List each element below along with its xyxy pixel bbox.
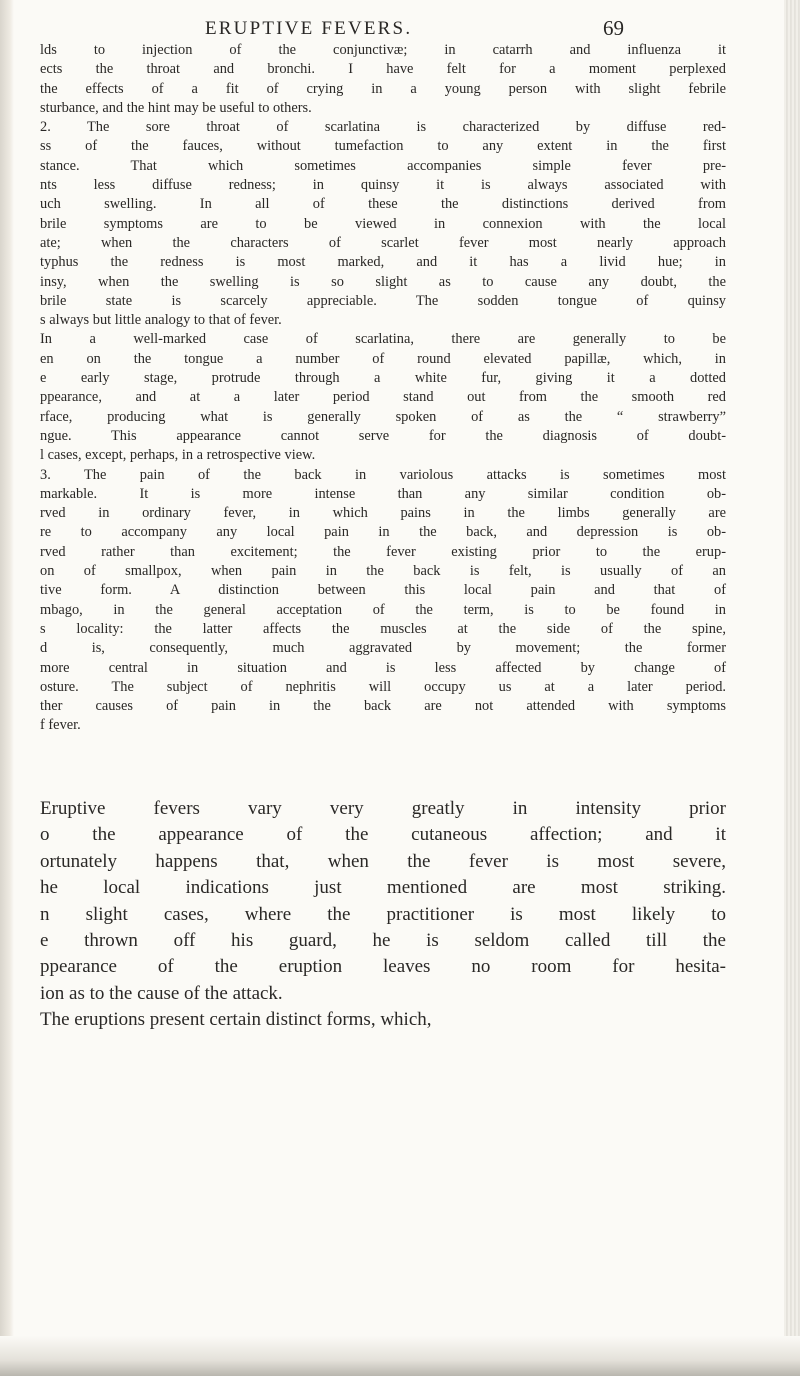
text-line: markable. It is more intense than any similar condition ob- <box>40 485 726 502</box>
text-line: 3. The pain of the back in variolous attacks is sometimes most <box>40 466 726 483</box>
text-line: ther causes of pain in the back are not attended with symptoms <box>40 698 726 715</box>
text-line: he local indications just mentioned are most striking. <box>40 877 726 899</box>
text-line: mbago, in the general acceptation of the term, is to be found in <box>40 601 726 618</box>
text-line: uch swelling. In all of these the distinctions derived from <box>40 196 726 213</box>
text-line: insy, when the swelling is so slight as to cause any doubt, the <box>40 273 726 290</box>
page-gutter-shadow <box>0 0 14 1376</box>
text-line: s always but little analogy to that of fever. <box>40 312 282 329</box>
text-line: re to accompany any local pain in the back, and depression is ob- <box>40 524 726 541</box>
text-line: stance. That which sometimes accompanies simple fever pre- <box>40 157 726 174</box>
text-line: on of smallpox, when pain in the back is felt, is usually of an <box>40 563 726 580</box>
page-number: 69 <box>603 16 624 40</box>
text-line: typhus the redness is most marked, and it has a livid hue; in <box>40 254 726 271</box>
text-line: ppearance, and at a later period stand out from the smooth red <box>40 389 726 406</box>
text-line: ects the throat and bronchi. I have felt for a moment perplexed <box>40 61 726 78</box>
page-edge <box>784 0 800 1376</box>
text-line: brile state is scarcely appreciable. The sodden tongue of quinsy <box>40 292 726 309</box>
text-line: ngue. This appearance cannot serve for the diagnosis of doubt- <box>40 427 726 444</box>
text-line: Eruptive fevers vary very greatly in intensity prior <box>40 798 726 819</box>
text-line: rved in ordinary fever, in which pains in the limbs generally are <box>40 505 726 522</box>
page-bottom-edge <box>0 1336 800 1376</box>
text-line: e early stage, protrude through a white fur, giving it a dotted <box>40 370 726 387</box>
text-line: l cases, except, perhaps, in a retrospective view. <box>40 447 316 464</box>
text-line: tive form. A distinction between this local pain and that of <box>40 582 726 599</box>
text-line: brile symptoms are to be viewed in connexion with the local <box>40 215 726 232</box>
text-line: more central in situation and is less affected by change of <box>40 659 726 676</box>
text-line: ppearance of the eruption leaves no room for hesita- <box>40 956 726 978</box>
text-line: rved rather than excitement; the fever existing prior to the erup- <box>40 543 726 560</box>
text-line: d is, consequently, much aggravated by movement; the former <box>40 640 726 657</box>
small-print-paragraphs <box>40 41 726 736</box>
text-line: sturbance, and the hint may be useful to others. <box>40 99 312 116</box>
text-line: 2. The sore throat of scarlatina is characterized by diffuse red- <box>40 119 726 136</box>
text-line: rface, producing what is generally spoken of as the “ strawberry” <box>40 408 726 425</box>
running-title: ERUPTIVE FEVERS. <box>205 18 413 39</box>
text-line: n slight cases, where the practitioner is most likely to <box>40 903 726 925</box>
text-line: In a well-marked case of scarlatina, there are generally to be <box>40 331 726 348</box>
text-line: ortunately happens that, when the fever is most severe, <box>40 850 726 872</box>
text-line: the effects of a fit of crying in a young person with slight febrile <box>40 80 726 97</box>
text-line: en on the tongue a number of round elevated papillæ, which, in <box>40 350 726 367</box>
text-line: The eruptions present certain distinct forms, which, <box>40 1009 432 1031</box>
text-line: ion as to the cause of the attack. <box>40 982 283 1004</box>
text-line: nts less diffuse redness; in quinsy it is always associated with <box>40 177 726 194</box>
text-line: ss of the fauces, without tumefaction to any extent in the first <box>40 138 726 155</box>
text-line: ate; when the characters of scarlet fever most nearly approach <box>40 234 726 251</box>
text-line: lds to injection of the conjunctivæ; in catarrh and influenza it <box>40 42 726 58</box>
text-line: o the appearance of the cutaneous affection; and it <box>40 824 726 846</box>
text-line: e thrown off his guard, he is seldom called till the <box>40 930 726 952</box>
text-line: osture. The subject of nephritis will occupy us at a later period. <box>40 678 726 695</box>
text-line: s locality: the latter affects the muscles at the side of the spine, <box>40 620 726 637</box>
text-line: f fever. <box>40 717 81 734</box>
large-print-paragraphs <box>40 796 726 1034</box>
